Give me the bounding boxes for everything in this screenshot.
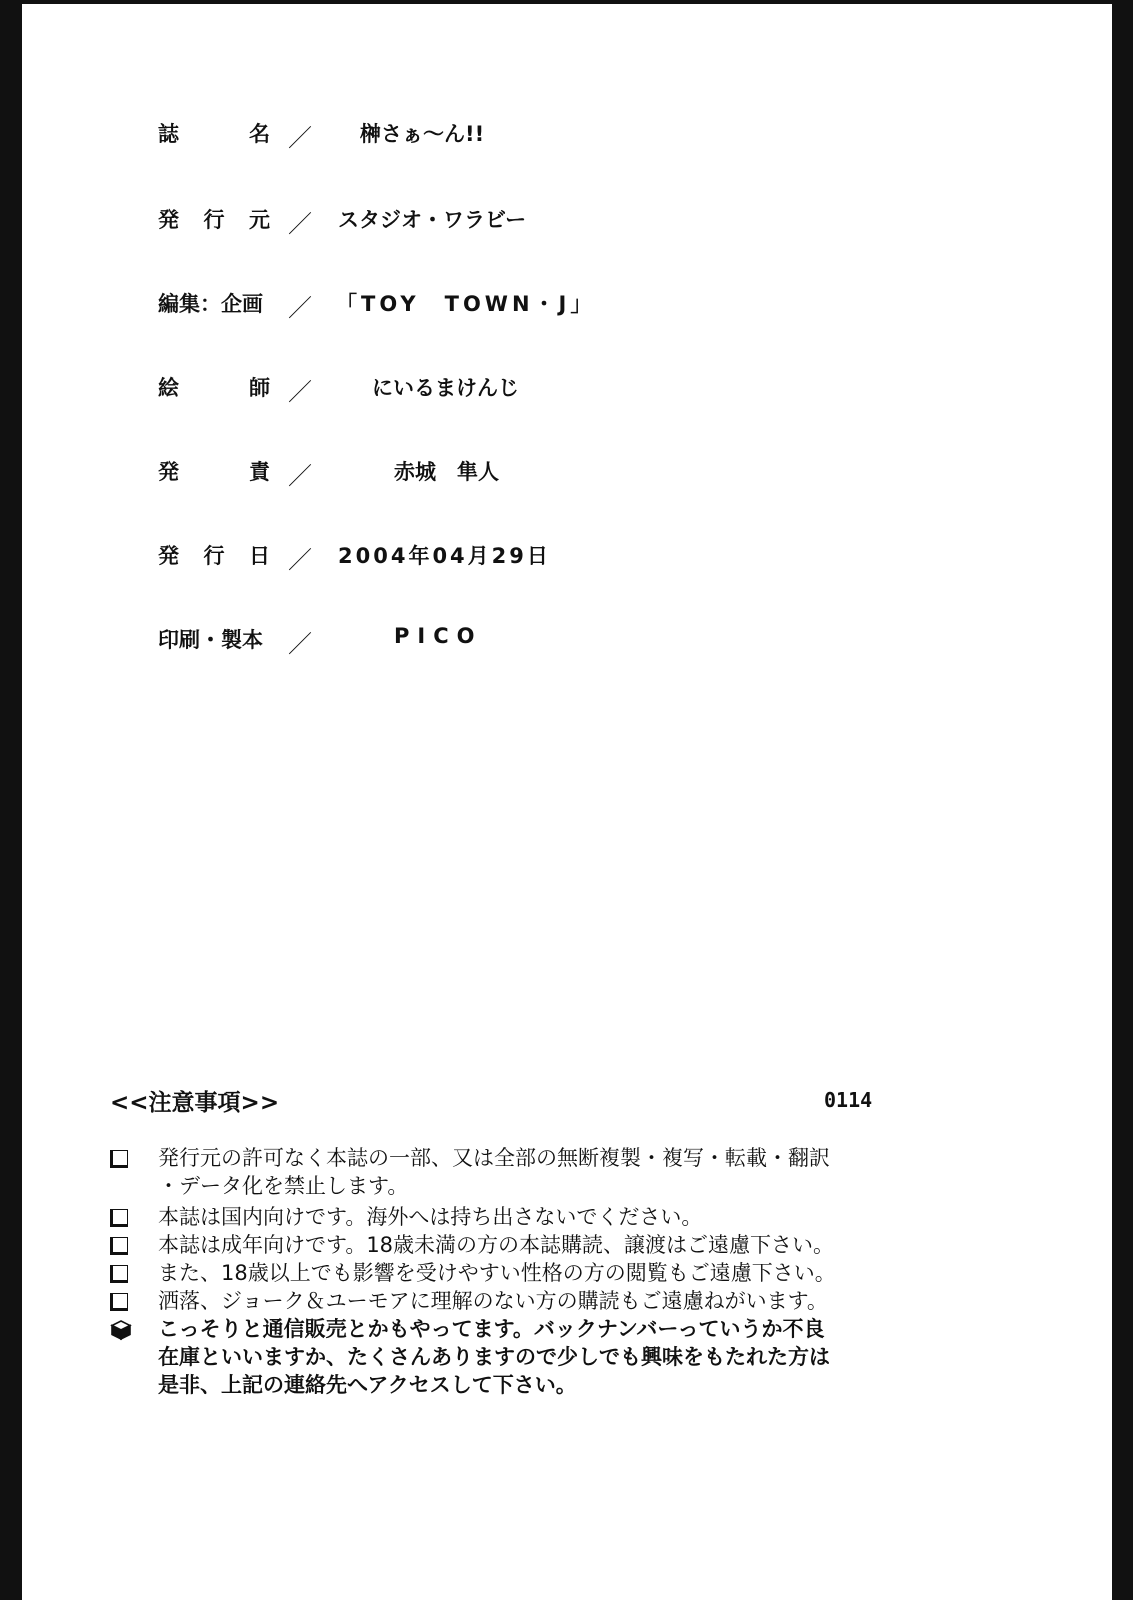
separator: ／ (288, 462, 312, 490)
colophon-row-title (158, 118, 858, 152)
colophon-label (158, 288, 270, 318)
colophon-value: 「TOY TOWN・J」 (336, 292, 596, 316)
label-char: 行 (203, 208, 225, 232)
colophon-value: 赤城 隼人 (394, 460, 499, 484)
separator: ／ (288, 630, 312, 658)
page-border-right (1112, 0, 1133, 1600)
separator: ／ (288, 294, 312, 322)
box-icon (110, 1209, 128, 1227)
colophon-label (158, 372, 270, 402)
separator: ／ (288, 210, 312, 238)
page-border-top (0, 0, 1133, 4)
notice-item (110, 1259, 890, 1287)
colophon-label (158, 118, 270, 148)
label-char: 日 (249, 544, 270, 568)
colophon-value: にいるまけんじ (372, 376, 519, 400)
box-icon (110, 1237, 128, 1255)
notice-text: 洒落、ジョーク＆ユーモアに理解のない方の購読もご遠慮ねがいます。 (158, 1289, 828, 1313)
colophon-label (158, 456, 270, 486)
label-char: 名 (249, 122, 270, 146)
label-char: 元 (249, 208, 270, 232)
separator: ／ (288, 124, 312, 152)
label-char: 発 (158, 208, 179, 232)
colophon-row-date (158, 540, 858, 574)
separator: ／ (288, 546, 312, 574)
label-char: 絵 (158, 376, 179, 400)
box-icon (110, 1150, 128, 1168)
label-char: 行 (203, 544, 225, 568)
notice-item (110, 1203, 890, 1231)
label-char: 発 (158, 544, 179, 568)
cube-icon (110, 1319, 132, 1341)
colophon-label (158, 624, 270, 654)
page-number: 0114 (824, 1088, 873, 1112)
notice-item (110, 1315, 890, 1399)
colophon-value: 2004年04月29日 (338, 544, 551, 568)
page-border-left (0, 0, 22, 1600)
notice-text: 本誌は国内向けです。海外へは持ち出さないでください。 (158, 1205, 703, 1229)
colophon-row-responsible (158, 456, 858, 490)
colophon-label (158, 204, 270, 234)
separator: ／ (288, 378, 312, 406)
colophon-value: スタジオ・ワラビー (338, 208, 527, 232)
colophon-row-artist (158, 372, 858, 406)
colophon-value: PICO (394, 624, 483, 648)
label-char: 印刷・製本 (158, 628, 263, 652)
colophon-row-editing (158, 288, 858, 322)
notice-text: 本誌は成年向けです。18歳未満の方の本誌購読、譲渡はご遠慮下さい。 (158, 1233, 835, 1257)
box-icon (110, 1293, 128, 1311)
notice-text: こっそりと通信販売とかもやってます。バックナンバーっていうか不良 在庫といいますか、たくさんありますので少しでも興味をもたれた方は 是非、上記の連絡先へアクセスして下さい。 (158, 1317, 830, 1397)
label-char: 責 (249, 460, 270, 484)
notes-heading: <<注意事項>> (110, 1090, 280, 1116)
label-char: 編集：企画 (158, 292, 263, 316)
colophon-value: 榊さぁ～ん!! (360, 122, 485, 146)
colophon-row-printing (158, 624, 858, 658)
notice-text: また、18歳以上でも影響を受けやすい性格の方の閲覧もご遠慮下さい。 (158, 1261, 836, 1285)
label-char: 師 (249, 376, 270, 400)
colophon-label (158, 540, 270, 570)
notice-text: 発行元の許可なく本誌の一部、又は全部の無断複製・複写・転載・翻訳 ・データ化を禁止します。 (158, 1146, 830, 1198)
box-icon (110, 1265, 128, 1283)
notice-item (110, 1144, 890, 1200)
colophon-row-publisher (158, 204, 858, 238)
label-char: 発 (158, 460, 179, 484)
label-char: 誌 (158, 122, 179, 146)
notice-item (110, 1231, 890, 1259)
notice-item (110, 1287, 890, 1315)
